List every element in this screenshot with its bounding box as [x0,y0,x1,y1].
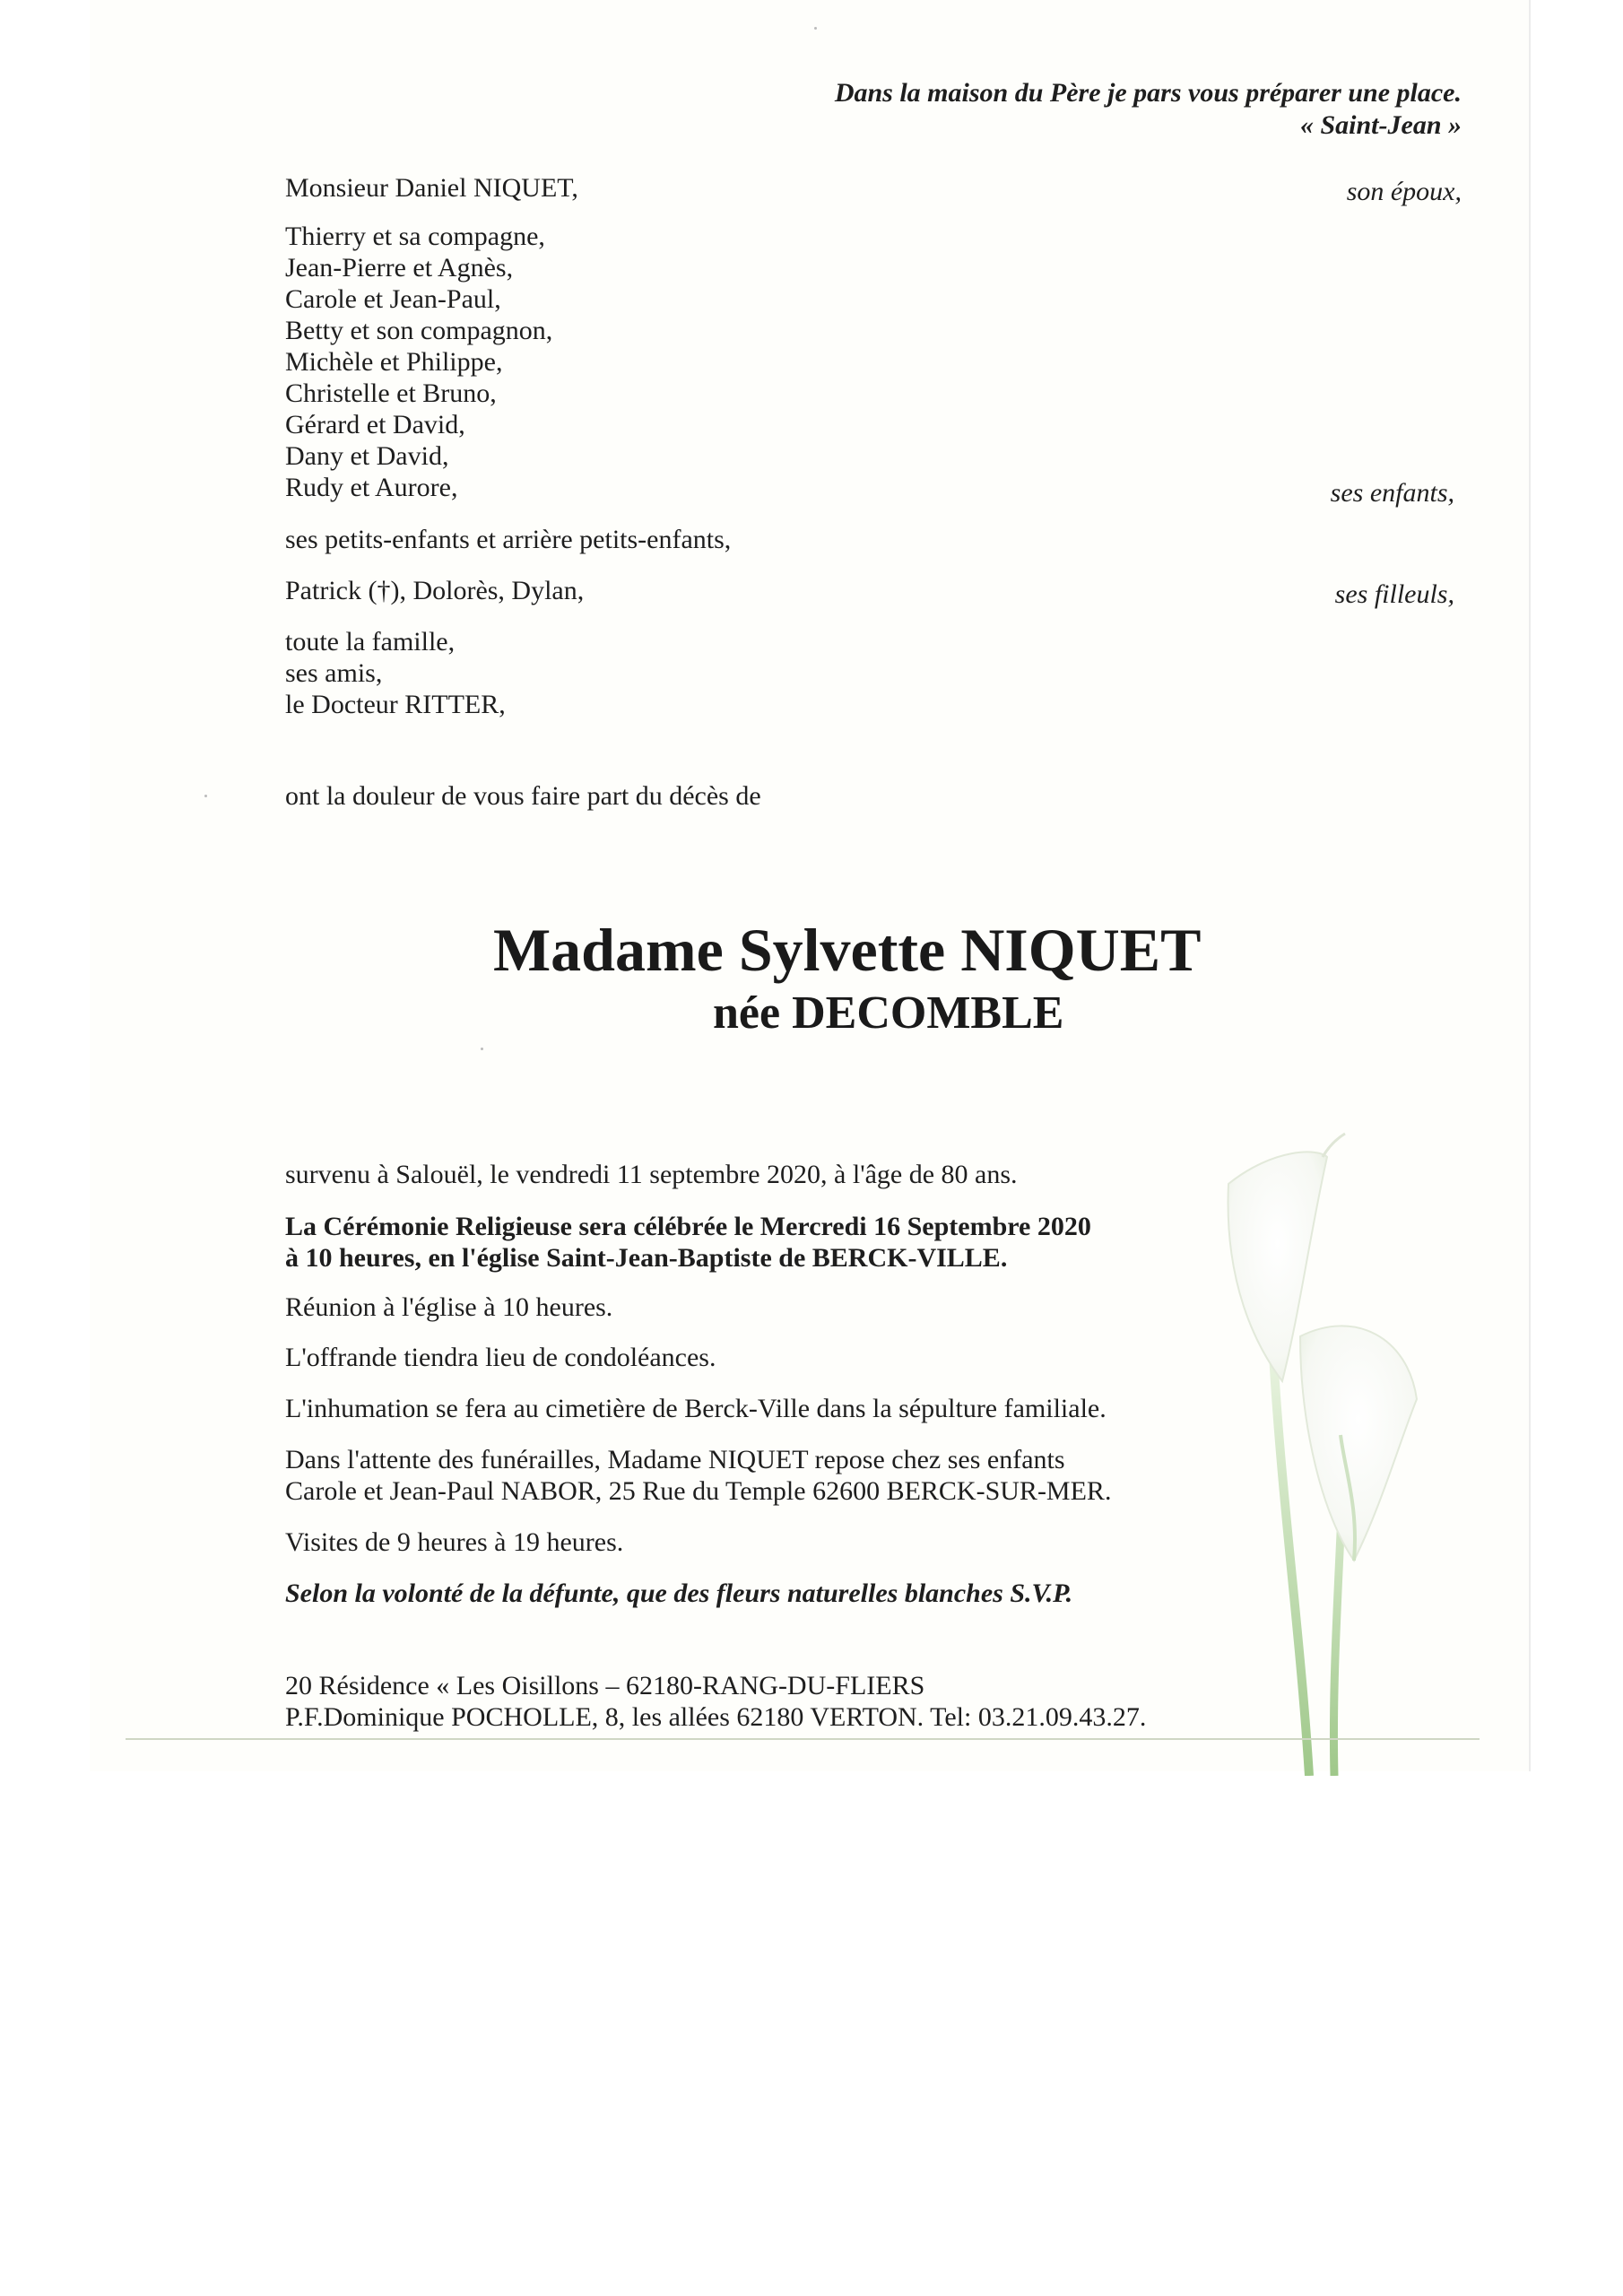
child-entry: Thierry et sa compagne, [285,222,545,251]
child-entry: Carole et Jean-Paul, [285,284,501,314]
child-entry: Christelle et Bruno, [285,378,497,408]
rest-details-line2: Carole et Jean-Paul NABOR, 25 Rue du Temple 62600 BERCK-SUR-MER. [285,1476,1112,1506]
grandchildren-entry: ses petits-enfants et arrière petits-enfants, [285,525,732,554]
ceremony-details-line2: à 10 heures, en l'église Saint-Jean-Baptiste de BERCK-VILLE. [285,1243,1008,1273]
paper-speck [204,795,207,797]
paper-speck [481,1048,483,1050]
epigraph-source: « Saint-Jean » [1299,110,1462,140]
visits-details: Visites de 9 heures à 19 heures. [285,1527,624,1557]
friends-entry: ses amis, [285,658,383,688]
child-entry: Gérard et David, [285,410,465,439]
meeting-details: Réunion à l'église à 10 heures. [285,1292,613,1322]
spouse-name: Monsieur Daniel NIQUET, [285,173,578,203]
children-role: ses enfants, [1330,478,1454,508]
child-entry: Rudy et Aurore, [285,473,458,502]
flowers-request: Selon la volonté de la défunte, que des fleurs naturelles blanches S.V.P. [285,1578,1073,1608]
spouse-role: son époux, [1346,177,1462,206]
deceased-name: Madame Sylvette NIQUET [493,916,1202,984]
deceased-maiden-name: née DECOMBLE [713,987,1064,1039]
calla-lily-icon [1175,1130,1444,1776]
bottom-divider [126,1738,1480,1740]
burial-details: L'inhumation se fera au cimetière de Berck-Ville dans la sépulture familiale. [285,1394,1107,1423]
doctor-entry: le Docteur RITTER, [285,690,506,719]
child-entry: Dany et David, [285,441,449,471]
child-entry: Michèle et Philippe, [285,347,503,377]
child-entry: Betty et son compagnon, [285,316,553,345]
rest-details-line1: Dans l'attente des funérailles, Madame NIQUET repose chez ses enfants [285,1445,1065,1474]
family-entry: toute la famille, [285,627,456,657]
godchildren-names: Patrick (†), Dolorès, Dylan, [285,576,585,605]
death-details: survenu à Salouël, le vendredi 11 septembre 2020, à l'âge de 80 ans. [285,1160,1018,1189]
offering-details: L'offrande tiendra lieu de condoléances. [285,1343,716,1372]
godchildren-role: ses filleuls, [1334,579,1454,609]
footer-address: 20 Résidence « Les Oisillons – 62180-RANG-DU-FLIERS [285,1671,925,1700]
ceremony-details-line1: La Cérémonie Religieuse sera célébrée le Mercredi 16 Septembre 2020 [285,1212,1091,1241]
footer-funeral-home: P.F.Dominique POCHOLLE, 8, les allées 62180 VERTON. Tel: 03.21.09.43.27. [285,1702,1147,1732]
child-entry: Jean-Pierre et Agnès, [285,253,514,283]
paper-speck [814,27,817,30]
epigraph-quote: Dans la maison du Père je pars vous préparer une place. [834,78,1462,108]
announcement-text: ont la douleur de vous faire part du décès de [285,781,761,811]
